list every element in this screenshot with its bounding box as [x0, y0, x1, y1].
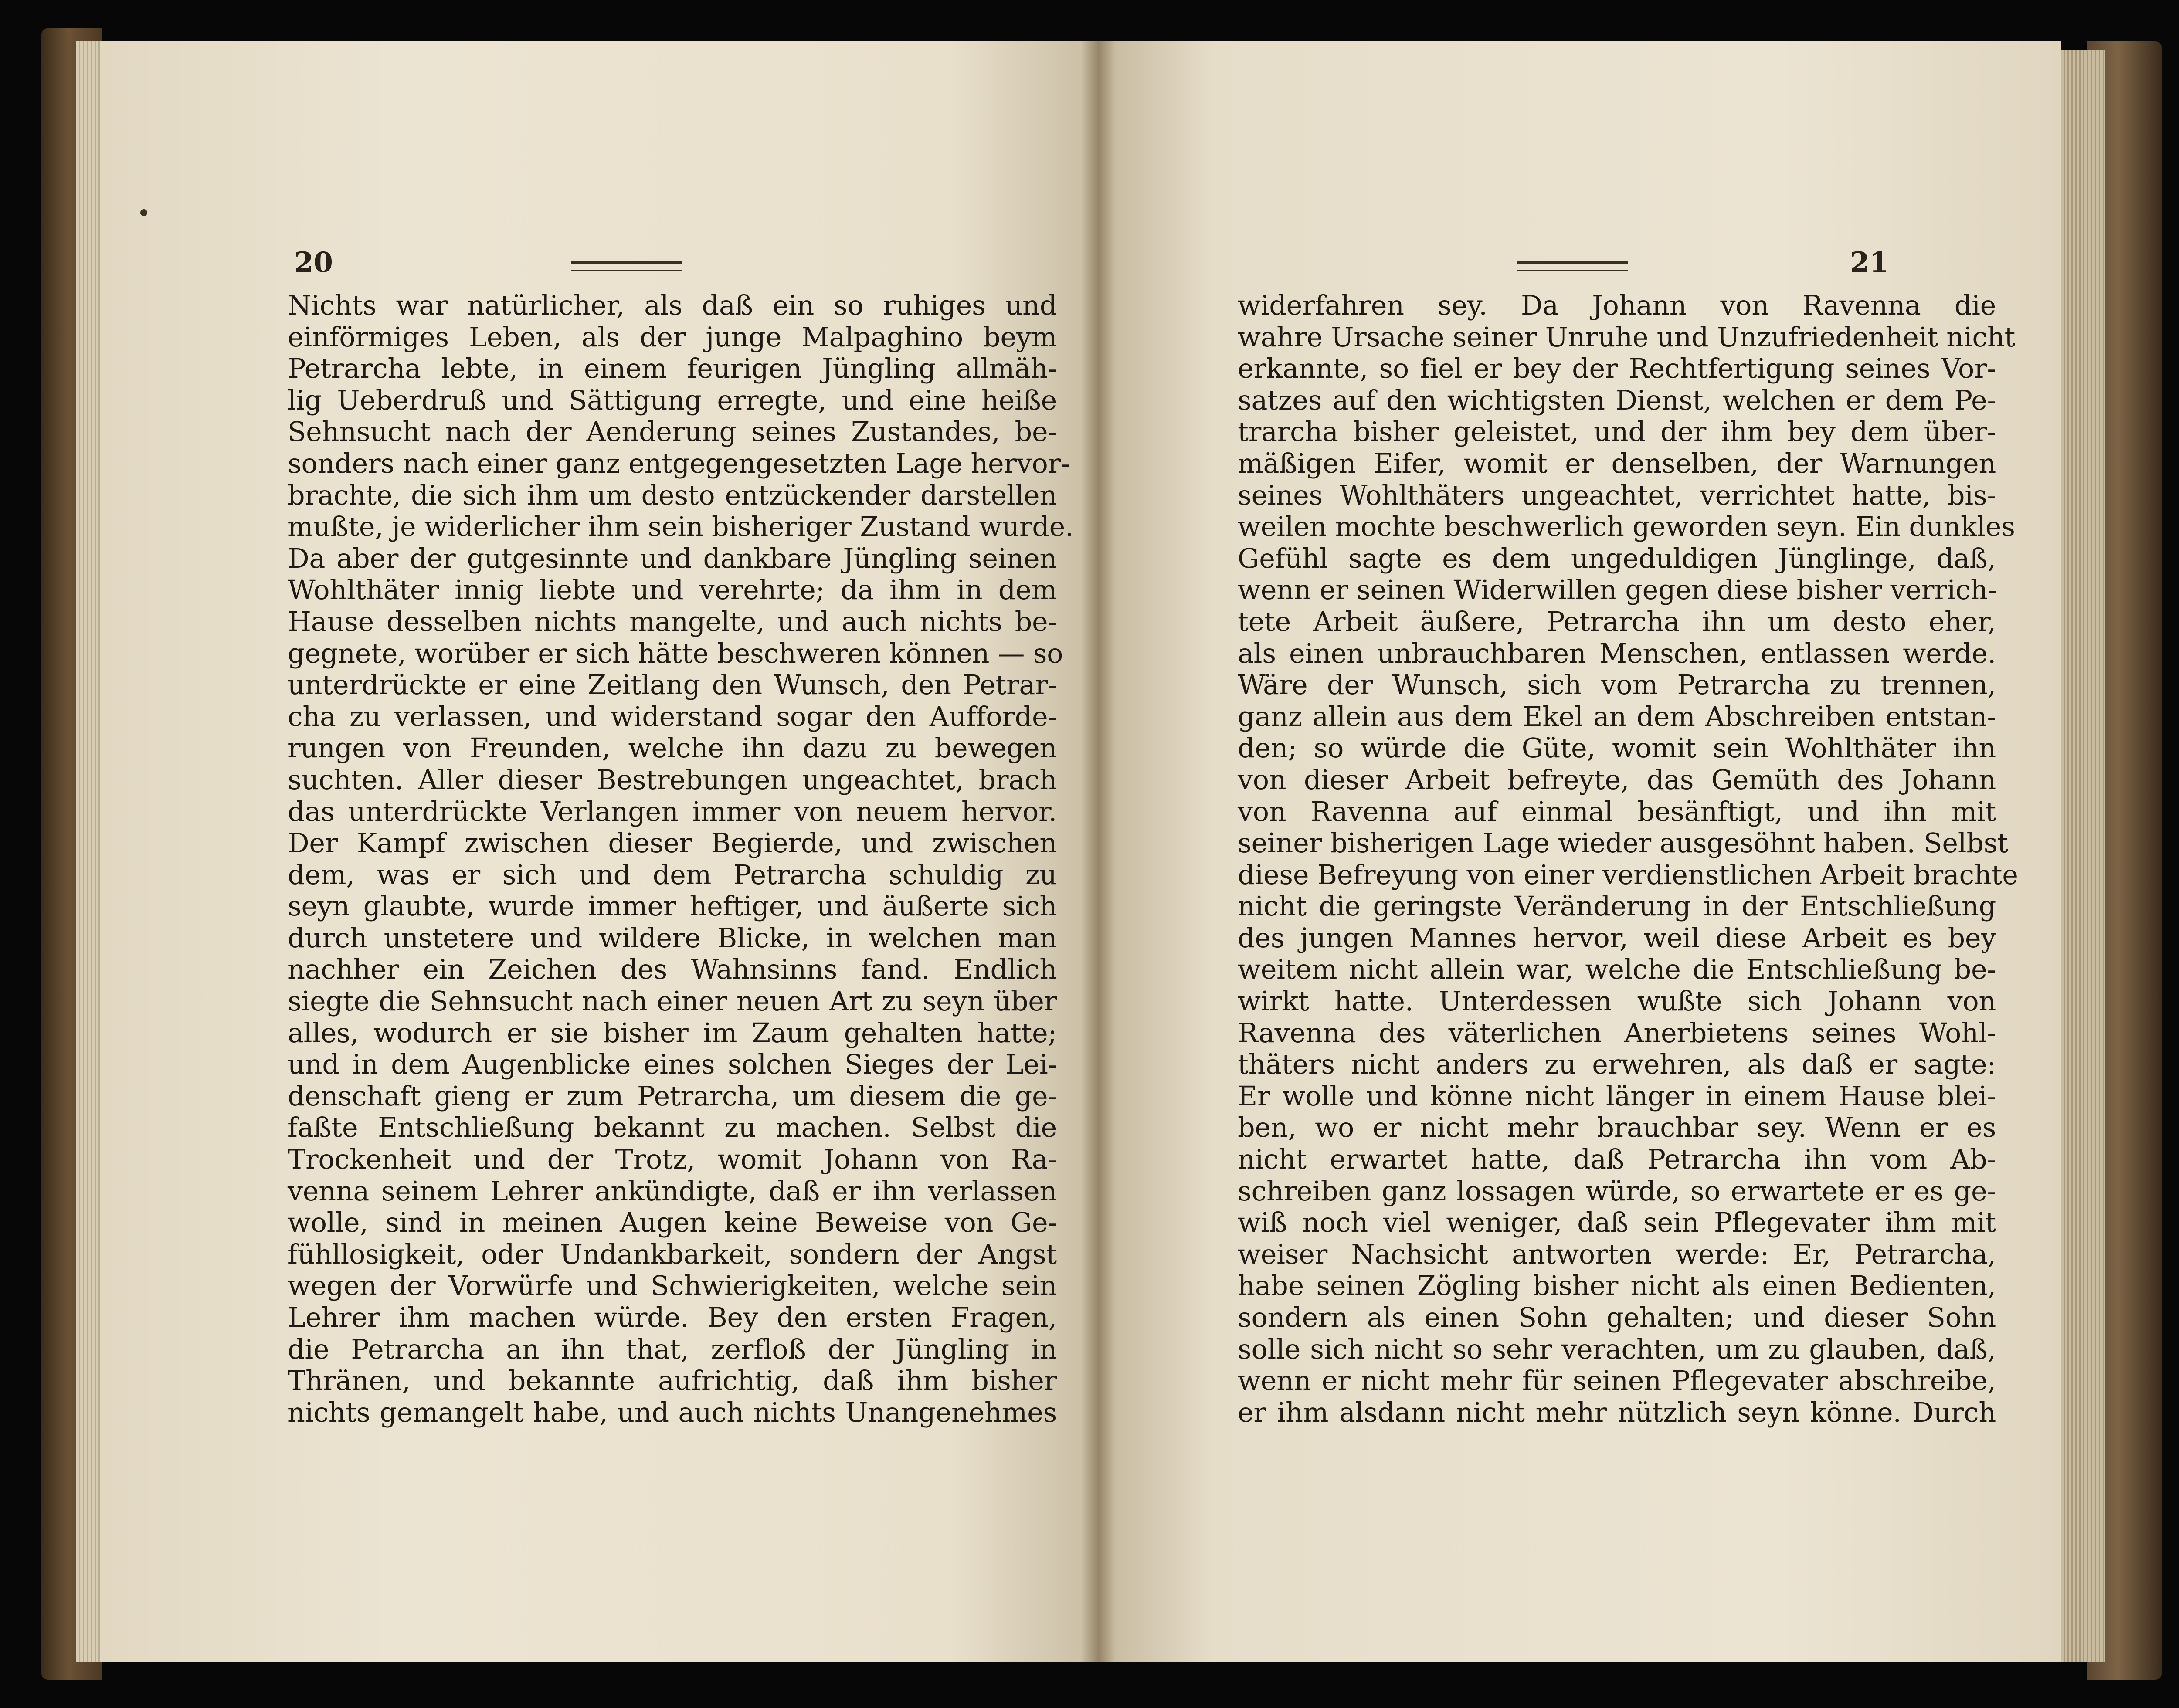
- text-line: wenn er nicht mehr für seinen Pflegevater abschreibe,: [1238, 1365, 1996, 1397]
- text-line: sondern als einen Sohn gehalten; und dieser Sohn: [1238, 1301, 1996, 1333]
- text-line: sonders nach einer ganz entgegengesetzten Lage hervor-: [288, 447, 1070, 479]
- text-line: nicht die geringste Veränderung in der Entschließung: [1238, 890, 1996, 922]
- text-line: denschaft gieng er zum Petrarcha, um diesem die ge-: [288, 1080, 1057, 1112]
- text-line: Nichts war natürlicher, als daß ein so ruhiges und: [288, 289, 1057, 321]
- text-line: unterdrückte er eine Zeitlang den Wunsch, den Petrar-: [288, 669, 1057, 701]
- text-line: cha zu verlassen, und widerstand sogar den Aufforde-: [288, 700, 1057, 732]
- left-header-rule: [571, 261, 682, 271]
- text-line: Wohlthäter innig liebte und verehrte; da ihm in dem: [288, 574, 1057, 606]
- text-line: weitem nicht allein war, welche die Entschließung be-: [1238, 953, 1996, 986]
- text-line: seiner bisherigen Lage wieder ausgesöhnt haben. Selbst: [1238, 827, 2008, 859]
- text-line: venna seinem Lehrer ankündigte, daß er ihn verlassen: [288, 1175, 1057, 1207]
- text-line: rungen von Freunden, welche ihn dazu zu bewegen: [288, 732, 1057, 764]
- text-line: Gefühl sagte es dem ungeduldigen Jünglinge, daß,: [1238, 542, 1996, 574]
- text-line: wegen der Vorwürfe und Schwierigkeiten, welche sein: [288, 1270, 1057, 1302]
- text-line: Der Kampf zwischen dieser Begierde, und zwischen: [288, 827, 1057, 859]
- text-line: weilen mochte beschwerlich geworden seyn. Ein dunkles: [1238, 511, 2015, 543]
- text-line: den; so würde die Güte, womit sein Wohlthäter ihn: [1238, 732, 1996, 764]
- text-line: siegte die Sehnsucht nach einer neuen Art zu seyn über: [288, 985, 1057, 1017]
- text-line: Ravenna des väterlichen Anerbietens seines Wohl-: [1238, 1017, 1996, 1049]
- text-line: als einen unbrauchbaren Menschen, entlassen werde.: [1238, 637, 1996, 669]
- right-header-rule: [1517, 261, 1628, 271]
- text-line: mäßigen Eifer, womit er denselben, der Warnungen: [1238, 447, 1996, 479]
- text-line: gegnete, worüber er sich hätte beschweren können — so: [288, 637, 1063, 669]
- text-line: dem, was er sich und dem Petrarcha schuldig zu: [288, 858, 1057, 891]
- text-line: Petrarcha lebte, in einem feurigen Jüngling allmäh-: [288, 352, 1057, 385]
- text-line: faßte Entschließung bekannt zu machen. Selbst die: [288, 1112, 1057, 1144]
- text-line: seyn glaubte, wurde immer heftiger, und äußerte sich: [288, 890, 1057, 922]
- text-line: mußte, je widerlicher ihm sein bisheriger Zustand wurde.: [288, 511, 1074, 543]
- text-line: des jungen Mannes hervor, weil diese Arbeit es bey: [1238, 922, 1996, 954]
- text-line: nachher ein Zeichen des Wahnsinns fand. Endlich: [288, 953, 1057, 986]
- text-line: einförmiges Leben, als der junge Malpaghino beym: [288, 321, 1057, 353]
- text-line: wiß noch viel weniger, daß sein Pflegevater ihm mit: [1238, 1206, 1996, 1239]
- text-line: fühllosigkeit, oder Undankbarkeit, sondern der Angst: [288, 1238, 1057, 1270]
- text-line: seines Wohlthäters ungeachtet, verrichtet hatte, bis-: [1238, 479, 1996, 511]
- right-page: [1098, 41, 2061, 1662]
- text-line: trarcha bisher geleistet, und der ihm bey dem über-: [1238, 416, 1996, 448]
- left-page-text: [288, 289, 1074, 1428]
- text-line: brachte, die sich ihm um desto entzückender darstellen: [288, 479, 1057, 511]
- text-line: tete Arbeit äußere, Petrarcha ihn um desto eher,: [1238, 605, 1996, 637]
- text-line: thäters nicht anders zu erwehren, als daß er sagte:: [1238, 1048, 1996, 1081]
- text-line: Er wolle und könne nicht länger in einem Hause blei-: [1238, 1080, 1996, 1112]
- text-line: Thränen, und bekannte aufrichtig, daß ihm bisher: [288, 1365, 1057, 1397]
- text-line: Wäre der Wunsch, sich vom Petrarcha zu trennen,: [1238, 669, 1996, 701]
- text-line: nicht erwartet hatte, daß Petrarcha ihn vom Ab-: [1238, 1143, 1996, 1176]
- text-line: widerfahren sey. Da Johann von Ravenna die: [1238, 289, 1996, 321]
- text-line: Trockenheit und der Trotz, womit Johann von Ra-: [288, 1143, 1057, 1176]
- text-line: wahre Ursache seiner Unruhe und Unzufriedenheit nicht: [1238, 321, 2016, 353]
- text-line: satzes auf den wichtigsten Dienst, welchen er dem Pe-: [1238, 384, 1996, 416]
- text-line: er ihm alsdann nicht mehr nützlich seyn könne. Durch: [1238, 1396, 1996, 1428]
- text-line: diese Befreyung von einer verdienstlichen Arbeit brachte: [1238, 858, 2018, 891]
- text-line: ben, wo er nicht mehr brauchbar sey. Wenn er es: [1238, 1112, 1996, 1144]
- text-line: nichts gemangelt habe, und auch nichts Unangenehmes: [288, 1396, 1057, 1428]
- text-line: Lehrer ihm machen würde. Bey den ersten Fragen,: [288, 1301, 1057, 1333]
- paper-speck: [140, 209, 147, 216]
- text-line: Da aber der gutgesinnte und dankbare Jüngling seinen: [288, 542, 1057, 574]
- right-page-text: [1238, 289, 2018, 1428]
- text-line: suchten. Aller dieser Bestrebungen ungeachtet, brach: [288, 763, 1057, 796]
- text-line: alles, wodurch er sie bisher im Zaum gehalten hatte;: [288, 1017, 1057, 1049]
- left-page-number: 20: [294, 246, 333, 279]
- book-gutter: [1081, 41, 1116, 1662]
- text-line: Sehnsucht nach der Aenderung seines Zustandes, be-: [288, 416, 1057, 448]
- text-line: wolle, sind in meinen Augen keine Beweise von Ge-: [288, 1206, 1057, 1239]
- text-line: und in dem Augenblicke eines solchen Sieges der Lei-: [288, 1048, 1057, 1081]
- text-line: wenn er seinen Widerwillen gegen diese bisher verrich-: [1238, 574, 1997, 606]
- left-page: [100, 41, 1098, 1662]
- right-page-edges: [2057, 50, 2105, 1662]
- text-line: erkannte, so fiel er bey der Rechtfertigung seines Vor-: [1238, 352, 1996, 385]
- text-line: schreiben ganz lossagen würde, so erwartete er es ge-: [1238, 1175, 1996, 1207]
- text-line: weiser Nachsicht antworten werde: Er, Petrarcha,: [1238, 1238, 1996, 1270]
- text-line: durch unstetere und wildere Blicke, in welchen man: [288, 922, 1057, 954]
- text-line: das unterdrückte Verlangen immer von neuem hervor.: [288, 795, 1057, 827]
- text-line: die Petrarcha an ihn that, zerfloß der Jüngling in: [288, 1333, 1057, 1365]
- text-line: Hause desselben nichts mangelte, und auch nichts be-: [288, 605, 1057, 637]
- text-line: lig Ueberdruß und Sättigung erregte, und eine heiße: [288, 384, 1057, 416]
- text-line: ganz allein aus dem Ekel an dem Abschreiben entstan-: [1238, 700, 1996, 732]
- text-line: von dieser Arbeit befreyte, das Gemüth des Johann: [1238, 763, 1996, 796]
- text-line: habe seinen Zögling bisher nicht als einen Bedienten,: [1238, 1270, 1996, 1302]
- text-line: solle sich nicht so sehr verachten, um zu glauben, daß,: [1238, 1333, 1996, 1365]
- right-page-number: 21: [1850, 246, 1889, 279]
- text-line: von Ravenna auf einmal besänftigt, und ihn mit: [1238, 795, 1996, 827]
- text-line: wirkt hatte. Unterdessen wußte sich Johann von: [1238, 985, 1996, 1017]
